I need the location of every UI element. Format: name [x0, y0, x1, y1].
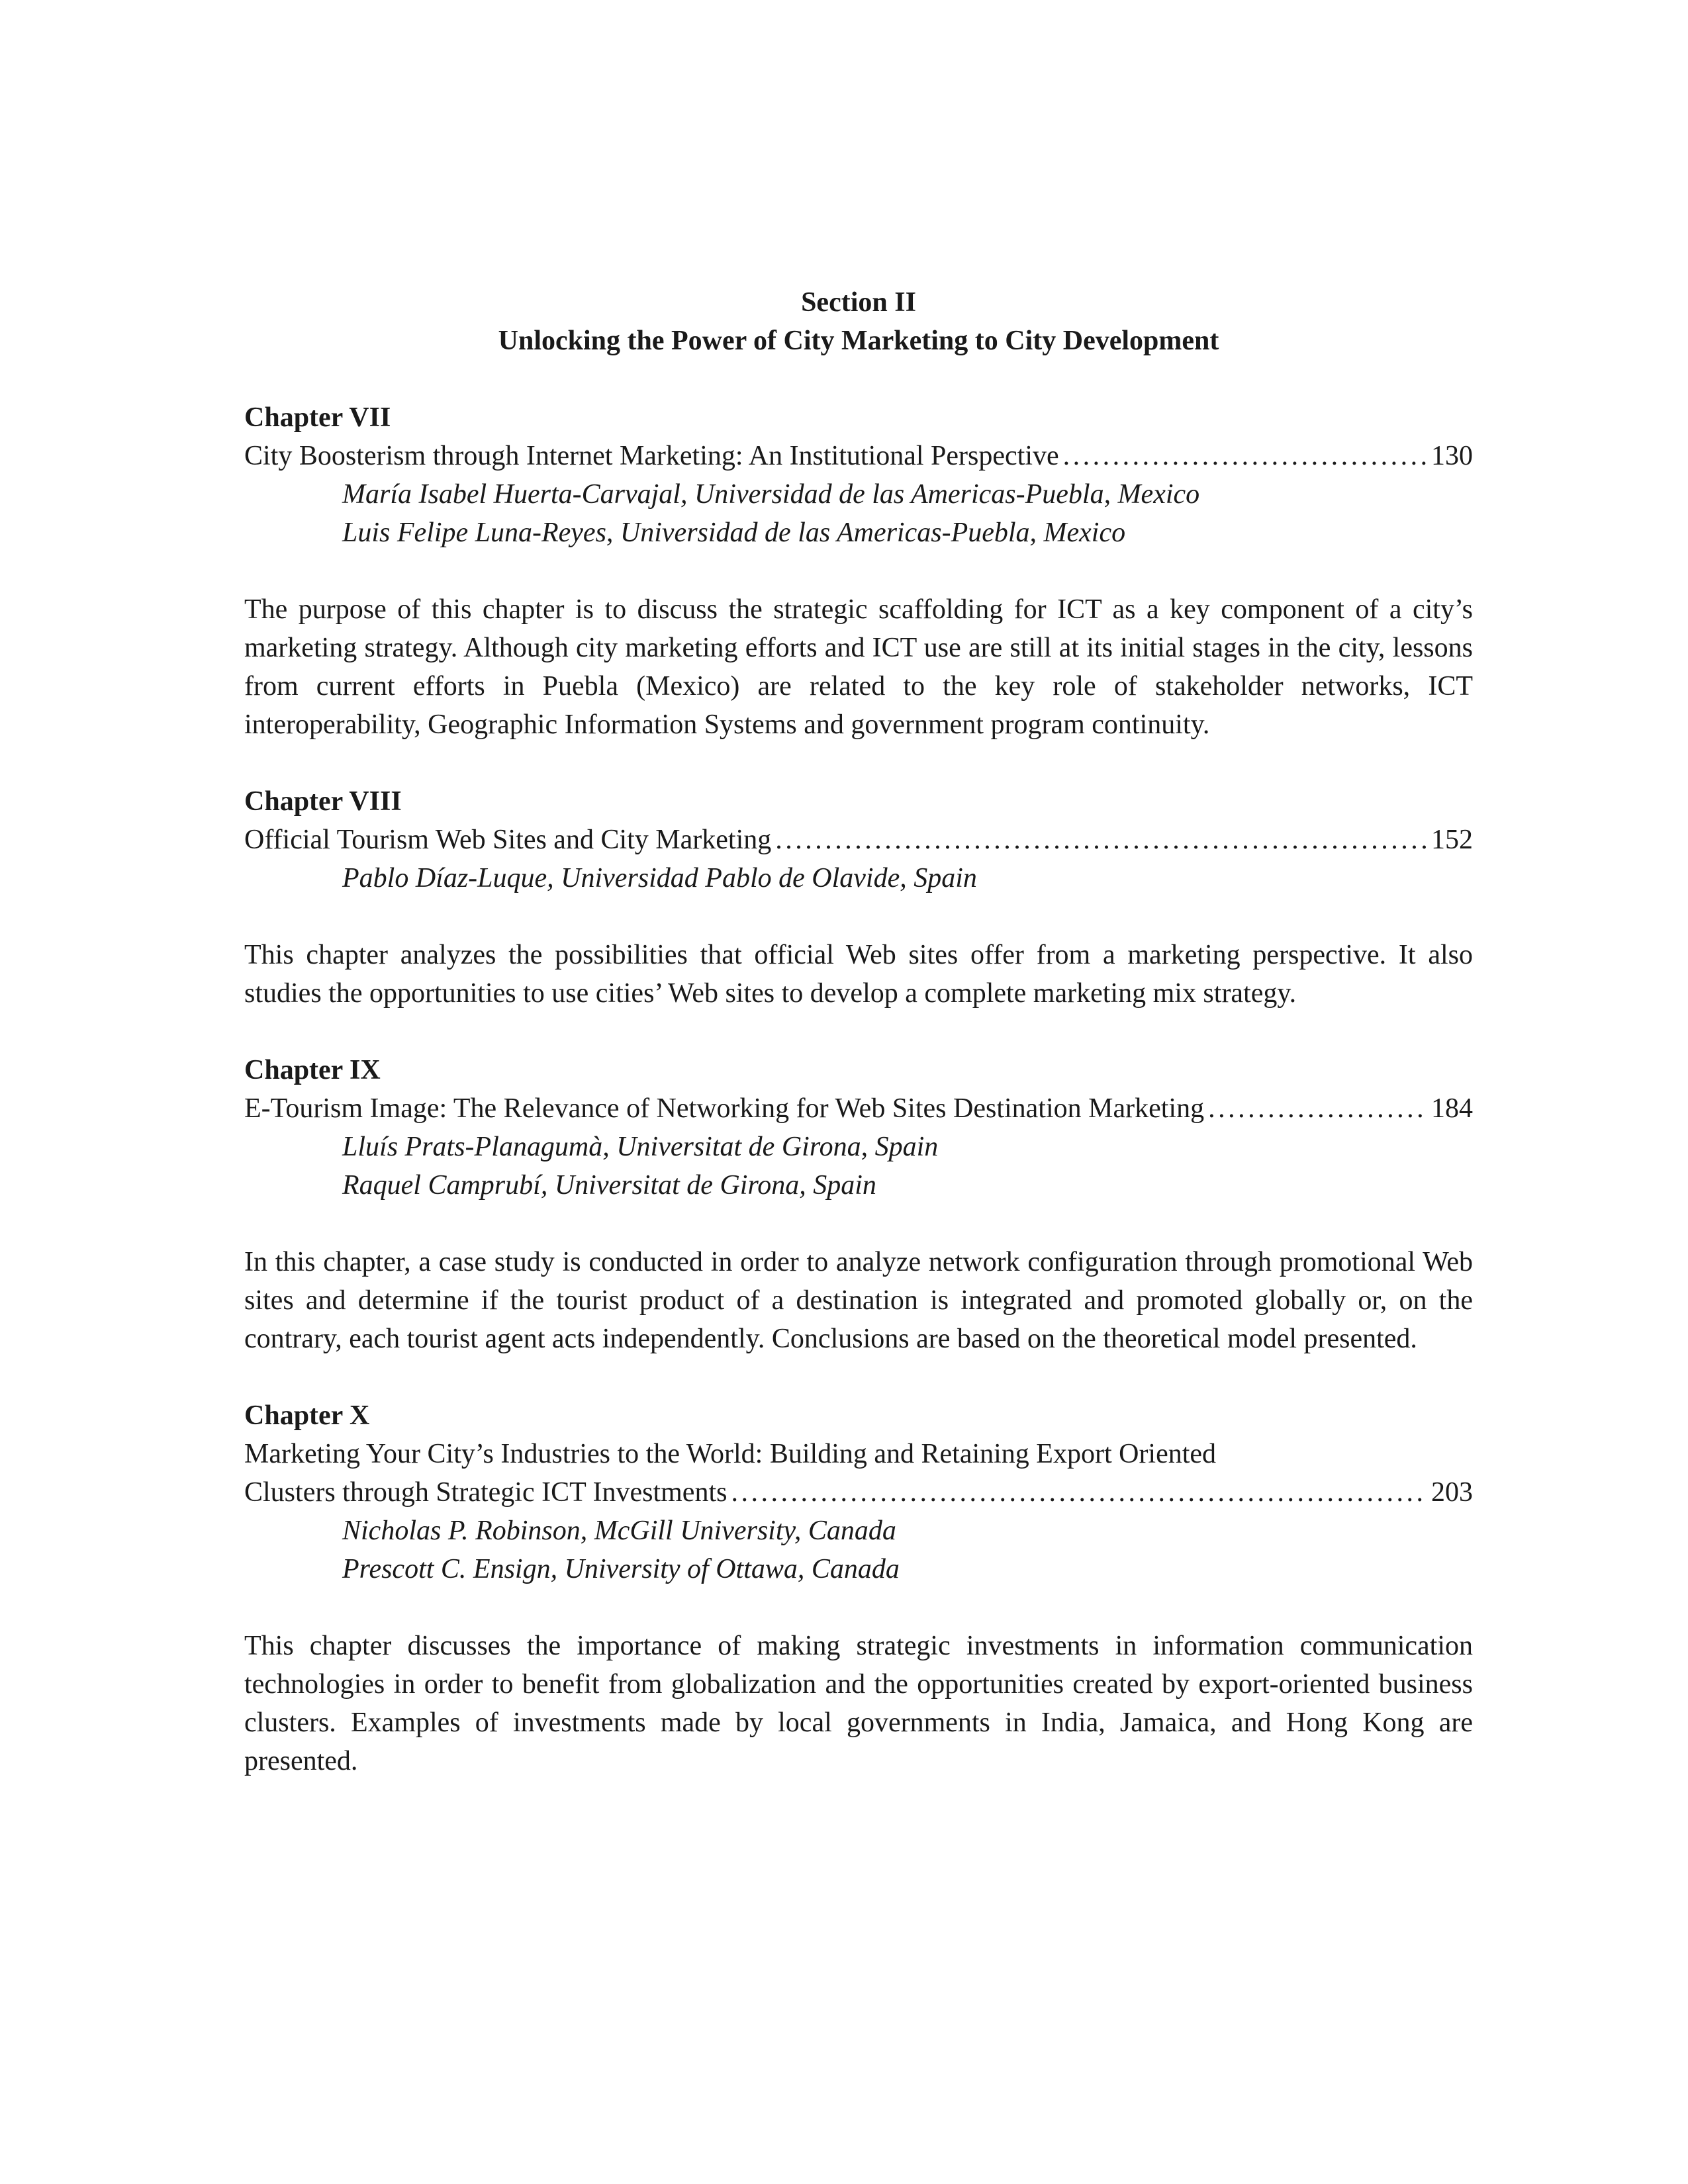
chapter-label: Chapter X [244, 1400, 370, 1431]
chapter-x [244, 1396, 1473, 1780]
chapter-label: Chapter IX [244, 1055, 381, 1085]
chapter-label: Chapter VIII [244, 786, 402, 817]
chapter-author: María Isabel Huerta-Carvajal, Universidad de las Americas-Puebla, Mexico [342, 479, 1200, 510]
chapter-title-line[interactable]: Marketing Your City’s Industries to the World: Building and Retaining Export Oriented [244, 1439, 1217, 1469]
toc-entry[interactable] [244, 821, 1473, 859]
chapter-abstract: The purpose of this chapter is to discuss the strategic scaffolding for ICT as a key component of a city’s marketing strategy. Although city marketing efforts and ICT use are still at its initial stages in the city, lessons from current efforts in Puebla (Mexico) are related to the key role of stakeholder networks, ICT interoperability, Geographic Information Systems and government program continuity. [244, 594, 1473, 740]
chapter-title: City Boosterism through Internet Marketing: An Institutional Perspective [244, 441, 1059, 471]
chapter-author: Luis Felipe Luna-Reyes, Universidad de las Americas-Puebla, Mexico [342, 518, 1126, 548]
dot-leader [775, 821, 1427, 859]
chapter-ix [244, 1051, 1473, 1358]
dot-leader [1208, 1089, 1427, 1128]
page-number: 130 [1431, 441, 1473, 471]
chapter-abstract: This chapter discusses the importance of making strategic investments in information communication technologies in order to benefit from globalization and the opportunities created by export-oriented business clusters. Examples of investments made by local governments in India, Jamaica, and Hong Kong are presented. [244, 1631, 1473, 1776]
chapter-title: Official Tourism Web Sites and City Marketing [244, 825, 772, 855]
chapter-author: Nicholas P. Robinson, McGill University, Canada [342, 1516, 896, 1546]
section-label: Section II [801, 287, 916, 318]
chapter-abstract: This chapter analyzes the possibilities that official Web sites offer from a marketing perspective. It also studies the opportunities to use cities’ Web sites to develop a complete marketing mix strategy. [244, 940, 1473, 1009]
chapter-title: Clusters through Strategic ICT Investments [244, 1477, 727, 1508]
chapter-viii [244, 782, 1473, 1013]
chapter-author: Prescott C. Ensign, University of Ottawa, Canada [342, 1554, 900, 1584]
page-number: 152 [1431, 825, 1473, 855]
chapter-author: Lluís Prats-Planagumà, Universitat de Girona, Spain [342, 1132, 939, 1162]
toc-page [244, 283, 1473, 1780]
chapter-label: Chapter VII [244, 402, 391, 433]
dot-leader [1063, 437, 1427, 475]
page-number: 184 [1431, 1093, 1473, 1124]
toc-entry[interactable] [244, 1473, 1473, 1512]
chapter-title: E-Tourism Image: The Relevance of Networking for Web Sites Destination Marketing [244, 1093, 1205, 1124]
page-number: 203 [1431, 1477, 1473, 1508]
chapter-vii [244, 398, 1473, 744]
chapter-author: Raquel Camprubí, Universitat de Girona, Spain [342, 1170, 876, 1201]
section-title: Unlocking the Power of City Marketing to City Development [498, 326, 1219, 356]
chapter-abstract: In this chapter, a case study is conducted in order to analyze network configuration through promotional Web sites and determine if the tourist product of a destination is integrated and promoted globally or, on the contrary, each tourist agent acts independently. Conclusions are based on the theoretical model presented. [244, 1247, 1473, 1354]
toc-entry[interactable] [244, 1089, 1473, 1128]
dot-leader [731, 1473, 1427, 1512]
chapter-author: Pablo Díaz-Luque, Universidad Pablo de Olavide, Spain [342, 863, 977, 893]
toc-entry[interactable] [244, 437, 1473, 475]
